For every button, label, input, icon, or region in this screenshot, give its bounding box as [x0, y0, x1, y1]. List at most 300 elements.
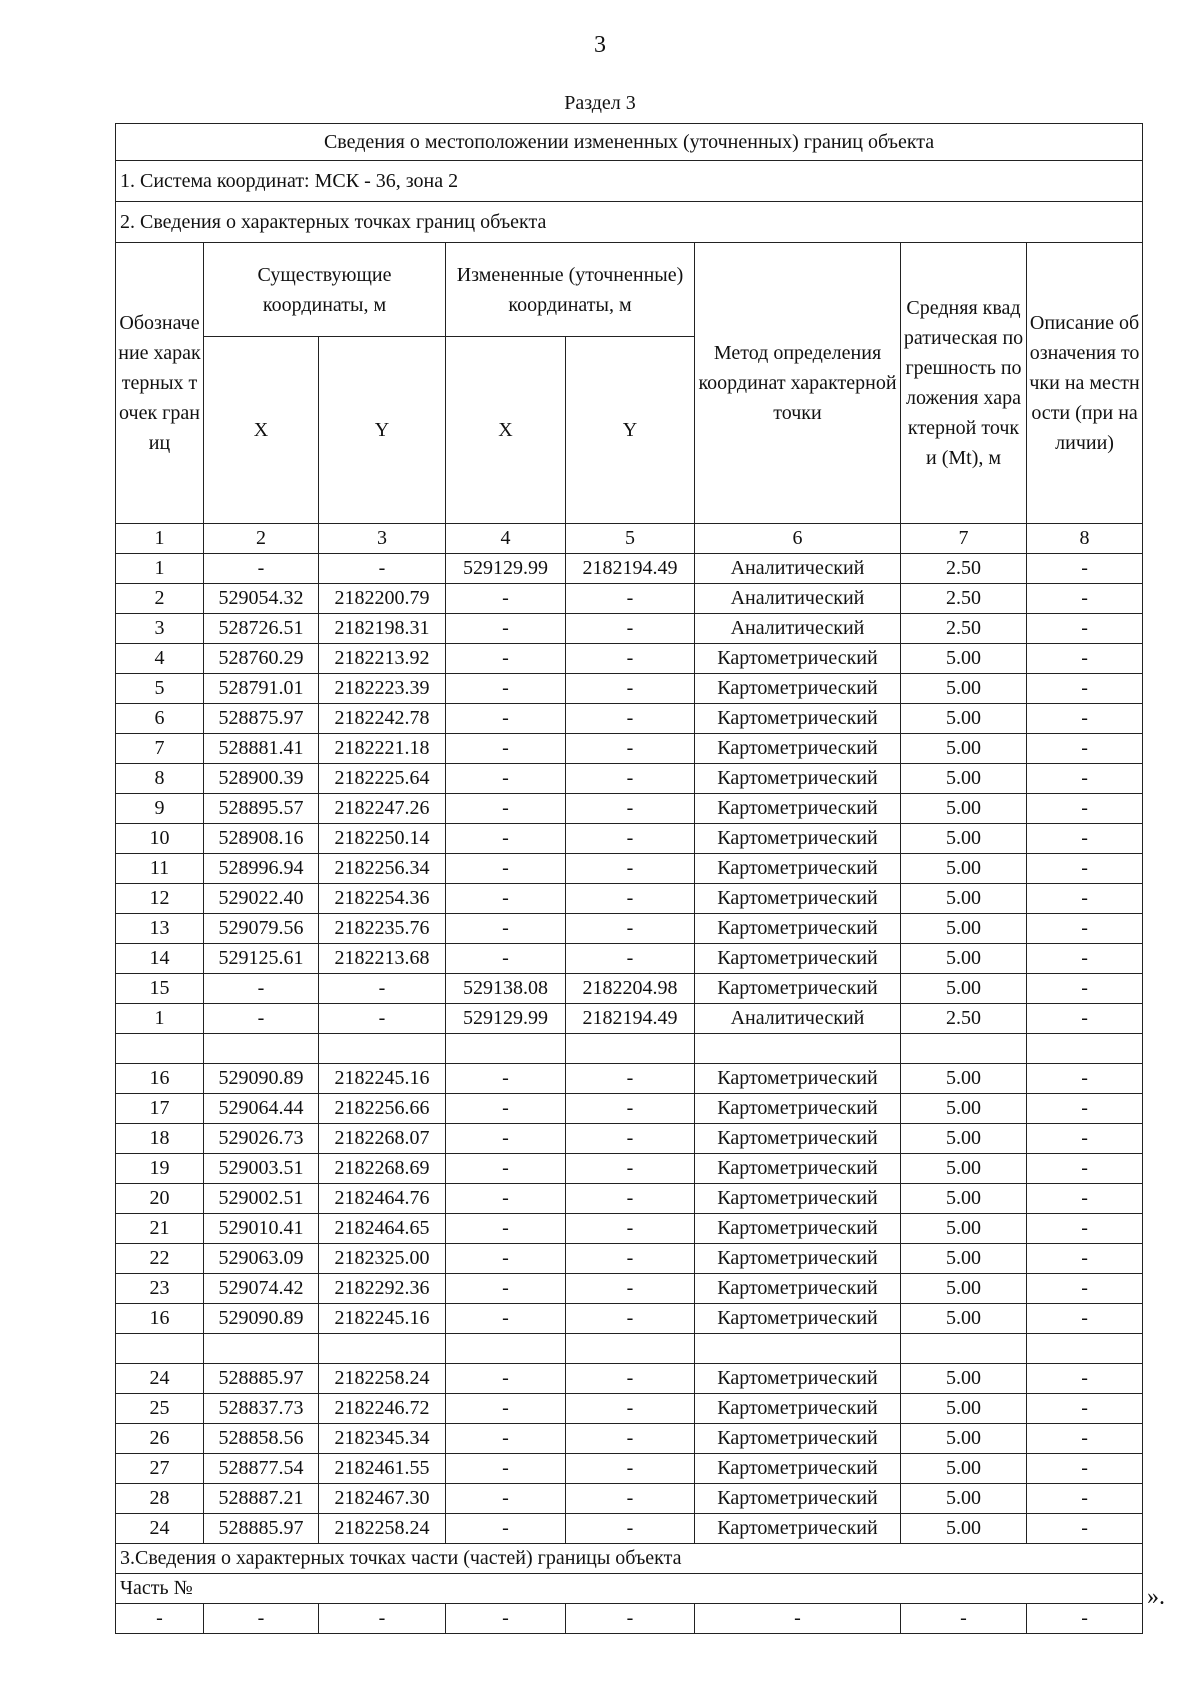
cell-point-number: 7 [116, 734, 204, 764]
table-row [116, 1064, 1143, 1094]
cell-existing-x: 529090.89 [204, 1064, 319, 1094]
cell-point-number: 26 [116, 1424, 204, 1454]
cell-description: - [1027, 1274, 1143, 1304]
table-row [116, 1034, 1143, 1064]
cell-description: - [1027, 1064, 1143, 1094]
cell-changed-y: - [566, 914, 695, 944]
cell-existing-y: 2182254.36 [319, 884, 446, 914]
cell-changed-x: - [446, 644, 566, 674]
cell-description: - [1027, 794, 1143, 824]
column-number: 3 [319, 524, 446, 554]
cell-existing-y: 2182256.34 [319, 854, 446, 884]
cell-changed-x [446, 1034, 566, 1064]
cell-mt: 5.00 [901, 1274, 1027, 1304]
cell-point-number: 20 [116, 1184, 204, 1214]
cell-mt: 5.00 [901, 884, 1027, 914]
cell-existing-y: - [319, 1004, 446, 1034]
cell-changed-y: - [566, 1514, 695, 1544]
cell-point-number: 2 [116, 584, 204, 614]
cell-existing-x: 528908.16 [204, 824, 319, 854]
cell-existing-x: 529054.32 [204, 584, 319, 614]
cell-method [695, 1034, 901, 1064]
cell-description [1027, 1034, 1143, 1064]
cell-description: - [1027, 1364, 1143, 1394]
cell-changed-y: - [566, 1094, 695, 1124]
cell-existing-y: 2182467.30 [319, 1484, 446, 1514]
table-title: Сведения о местоположении измененных (уточненных) границ объекта [116, 124, 1143, 161]
cell-description: - [1027, 554, 1143, 584]
cell-method: Аналитический [695, 614, 901, 644]
cell-method: Картометрический [695, 1214, 901, 1244]
cell-description: - [1027, 1514, 1143, 1544]
cell-point-number: 4 [116, 644, 204, 674]
cell-existing-y: 2182246.72 [319, 1394, 446, 1424]
cell-changed-y: - [566, 1154, 695, 1184]
header-method: Метод определения координат характерной точки [695, 243, 901, 524]
cell-point-number [116, 1334, 204, 1364]
cell-existing-x: 529090.89 [204, 1304, 319, 1334]
cell-changed-y: - [566, 614, 695, 644]
cell-point-number: 5 [116, 674, 204, 704]
cell-description: - [1027, 824, 1143, 854]
cell-existing-x: 528858.56 [204, 1424, 319, 1454]
cell-existing-y: 2182268.07 [319, 1124, 446, 1154]
table-row [116, 584, 1143, 614]
cell-method: Картометрический [695, 1184, 901, 1214]
cell-changed-x: - [446, 584, 566, 614]
cell-existing-y: 2182247.26 [319, 794, 446, 824]
cell-point-number: 9 [116, 794, 204, 824]
cell-description: - [1027, 1154, 1143, 1184]
cell-existing-y: 2182258.24 [319, 1364, 446, 1394]
cell-existing-x: 528900.39 [204, 764, 319, 794]
cell-existing-x: 529063.09 [204, 1244, 319, 1274]
cell-method: Картометрический [695, 1274, 901, 1304]
cell-description: - [1027, 1484, 1143, 1514]
cell-existing-x: 528885.97 [204, 1514, 319, 1544]
cell-existing-y [319, 1334, 446, 1364]
cell-mt: 5.00 [901, 1394, 1027, 1424]
cell-description: - [1027, 914, 1143, 944]
cell-changed-y: - [566, 644, 695, 674]
header-mt: Средняя квадратическая погрешность положения характерной точки (Mt), м [901, 243, 1027, 524]
cell-mt: 5.00 [901, 1514, 1027, 1544]
cell-changed-x: 529129.99 [446, 554, 566, 584]
cell-point-number: 16 [116, 1304, 204, 1334]
header-existing-x: X [204, 337, 319, 524]
cell-existing-x: 528760.29 [204, 644, 319, 674]
cell-changed-x: - [446, 824, 566, 854]
cell-existing-x: 528996.94 [204, 854, 319, 884]
cell-changed-y: - [566, 1454, 695, 1484]
table-row [116, 1094, 1143, 1124]
cell-point-number: 15 [116, 974, 204, 1004]
cell-changed-y: - [566, 1214, 695, 1244]
cell-mt: 2.50 [901, 1004, 1027, 1034]
table-row [116, 1304, 1143, 1334]
cell-mt: 5.00 [901, 1304, 1027, 1334]
cell-point-number: 17 [116, 1094, 204, 1124]
cell-method: Картометрический [695, 1424, 901, 1454]
cell-point-number: 18 [116, 1124, 204, 1154]
cell-method: Картометрический [695, 1454, 901, 1484]
cell-description: - [1027, 584, 1143, 614]
cell-mt: 5.00 [901, 1244, 1027, 1274]
section-title: Раздел 3 [564, 92, 636, 114]
cell-changed-y: 2182204.98 [566, 974, 695, 1004]
cell-point-number [116, 1034, 204, 1064]
cell-changed-y: - [566, 1304, 695, 1334]
cell-existing-y: 2182268.69 [319, 1154, 446, 1184]
cell-changed-y: - [566, 734, 695, 764]
parts-cell: - [204, 1604, 319, 1634]
cell-mt [901, 1034, 1027, 1064]
cell-description: - [1027, 944, 1143, 974]
cell-existing-y: 2182461.55 [319, 1454, 446, 1484]
cell-description: - [1027, 764, 1143, 794]
cell-changed-x: - [446, 674, 566, 704]
cell-existing-y: 2182345.34 [319, 1424, 446, 1454]
table-row [116, 1214, 1143, 1244]
cell-changed-x: 529138.08 [446, 974, 566, 1004]
cell-changed-y: - [566, 584, 695, 614]
cell-method: Картометрический [695, 1094, 901, 1124]
cell-point-number: 11 [116, 854, 204, 884]
cell-method: Картометрический [695, 1364, 901, 1394]
cell-mt: 5.00 [901, 824, 1027, 854]
header-existing-y: Y [319, 337, 446, 524]
cell-method: Картометрический [695, 824, 901, 854]
cell-mt: 5.00 [901, 644, 1027, 674]
column-number: 8 [1027, 524, 1143, 554]
parts-cell: - [901, 1604, 1027, 1634]
table-row [116, 1484, 1143, 1514]
cell-mt: 5.00 [901, 1094, 1027, 1124]
cell-point-number: 19 [116, 1154, 204, 1184]
cell-existing-x: 528837.73 [204, 1394, 319, 1424]
cell-existing-y: 2182292.36 [319, 1274, 446, 1304]
cell-changed-x [446, 1334, 566, 1364]
cell-method: Картометрический [695, 704, 901, 734]
cell-mt: 5.00 [901, 1484, 1027, 1514]
cell-changed-x: - [446, 1394, 566, 1424]
cell-mt: 2.50 [901, 584, 1027, 614]
table-row [116, 674, 1143, 704]
parts-cell: - [446, 1604, 566, 1634]
cell-description: - [1027, 1424, 1143, 1454]
cell-changed-x: - [446, 854, 566, 884]
cell-existing-y: 2182256.66 [319, 1094, 446, 1124]
cell-changed-x: - [446, 1424, 566, 1454]
cell-point-number: 22 [116, 1244, 204, 1274]
parts-cell: - [566, 1604, 695, 1634]
cell-changed-x: - [446, 734, 566, 764]
column-number: 2 [204, 524, 319, 554]
cell-existing-x: - [204, 1004, 319, 1034]
header-designation: Обозначение характерных точек границ [116, 243, 204, 524]
cell-mt: 5.00 [901, 794, 1027, 824]
table-row [116, 644, 1143, 674]
cell-changed-x: - [446, 1514, 566, 1544]
cell-changed-y: - [566, 884, 695, 914]
cell-changed-x: - [446, 764, 566, 794]
cell-existing-y: 2182221.18 [319, 734, 446, 764]
cell-method [695, 1334, 901, 1364]
cell-method: Картометрический [695, 644, 901, 674]
cell-description: - [1027, 1214, 1143, 1244]
cell-changed-x: - [446, 704, 566, 734]
table-row [116, 1184, 1143, 1214]
points-heading: 2. Сведения о характерных точках границ объекта [116, 202, 1143, 243]
table-row [116, 614, 1143, 644]
parts-cell: - [1027, 1604, 1143, 1634]
parts-row [116, 1604, 1143, 1634]
cell-mt: 5.00 [901, 1184, 1027, 1214]
cell-existing-y: 2182213.68 [319, 944, 446, 974]
cell-mt: 5.00 [901, 1154, 1027, 1184]
cell-method: Картометрический [695, 764, 901, 794]
cell-existing-y: 2182325.00 [319, 1244, 446, 1274]
cell-existing-y: 2182223.39 [319, 674, 446, 704]
cell-mt: 5.00 [901, 734, 1027, 764]
cell-point-number: 3 [116, 614, 204, 644]
cell-description: - [1027, 1184, 1143, 1214]
cell-mt: 5.00 [901, 1214, 1027, 1244]
parts-cell: - [319, 1604, 446, 1634]
cell-method: Картометрический [695, 1394, 901, 1424]
cell-existing-x [204, 1034, 319, 1064]
cell-existing-x: - [204, 974, 319, 1004]
cell-existing-x: 528726.51 [204, 614, 319, 644]
cell-existing-x: 529002.51 [204, 1184, 319, 1214]
cell-changed-y: - [566, 794, 695, 824]
column-number: 6 [695, 524, 901, 554]
column-number: 7 [901, 524, 1027, 554]
header-existing-coords: Существующие координаты, м [204, 243, 446, 337]
cell-existing-x: 528875.97 [204, 704, 319, 734]
cell-description: - [1027, 1244, 1143, 1274]
cell-changed-y: - [566, 1274, 695, 1304]
cell-method: Картометрический [695, 1514, 901, 1544]
cell-point-number: 28 [116, 1484, 204, 1514]
cell-changed-y: - [566, 1184, 695, 1214]
cell-mt: 5.00 [901, 674, 1027, 704]
cell-method: Картометрический [695, 884, 901, 914]
parts-cell: - [695, 1604, 901, 1634]
cell-changed-x: - [446, 794, 566, 824]
cell-changed-x: - [446, 614, 566, 644]
cell-changed-x: - [446, 914, 566, 944]
cell-changed-y: - [566, 1394, 695, 1424]
cell-description: - [1027, 674, 1143, 704]
cell-mt: 5.00 [901, 974, 1027, 1004]
cell-point-number: 14 [116, 944, 204, 974]
table-row [116, 794, 1143, 824]
part-number: Часть № [116, 1574, 1143, 1604]
cell-changed-x: - [446, 1214, 566, 1244]
cell-changed-y [566, 1034, 695, 1064]
cell-description [1027, 1334, 1143, 1364]
cell-description: - [1027, 974, 1143, 1004]
cell-method: Аналитический [695, 554, 901, 584]
cell-existing-x: 529125.61 [204, 944, 319, 974]
cell-method: Картометрический [695, 734, 901, 764]
column-numbers-row [116, 524, 1143, 554]
cell-changed-y: - [566, 1364, 695, 1394]
cell-point-number: 8 [116, 764, 204, 794]
cell-existing-x: 528791.01 [204, 674, 319, 704]
cell-method: Картометрический [695, 674, 901, 704]
cell-mt [901, 1334, 1027, 1364]
cell-changed-x: - [446, 1484, 566, 1514]
cell-mt: 5.00 [901, 764, 1027, 794]
table-row [116, 704, 1143, 734]
cell-existing-y: 2182245.16 [319, 1064, 446, 1094]
cell-existing-y: 2182464.65 [319, 1214, 446, 1244]
cell-changed-y [566, 1334, 695, 1364]
column-number: 1 [116, 524, 204, 554]
cell-existing-x: 529003.51 [204, 1154, 319, 1184]
cell-existing-x: 528887.21 [204, 1484, 319, 1514]
table-row [116, 914, 1143, 944]
cell-description: - [1027, 1454, 1143, 1484]
cell-point-number: 21 [116, 1214, 204, 1244]
cell-mt: 5.00 [901, 1454, 1027, 1484]
table-row [116, 1514, 1143, 1544]
cell-point-number: 25 [116, 1394, 204, 1424]
cell-point-number: 27 [116, 1454, 204, 1484]
cell-existing-y: 2182235.76 [319, 914, 446, 944]
cell-existing-x: 528895.57 [204, 794, 319, 824]
table-row [116, 1334, 1143, 1364]
cell-changed-y: - [566, 1424, 695, 1454]
cell-existing-x: 529010.41 [204, 1214, 319, 1244]
cell-method: Аналитический [695, 584, 901, 614]
cell-changed-y: - [566, 704, 695, 734]
table-row [116, 1274, 1143, 1304]
cell-description: - [1027, 1094, 1143, 1124]
cell-existing-y: 2182242.78 [319, 704, 446, 734]
cell-changed-y: - [566, 944, 695, 974]
cell-mt: 5.00 [901, 854, 1027, 884]
cell-changed-y: 2182194.49 [566, 1004, 695, 1034]
cell-changed-x: - [446, 884, 566, 914]
cell-existing-x: 529064.44 [204, 1094, 319, 1124]
cell-description: - [1027, 1124, 1143, 1154]
table-row [116, 1244, 1143, 1274]
cell-existing-x: - [204, 554, 319, 584]
cell-description: - [1027, 1394, 1143, 1424]
cell-changed-x: - [446, 1064, 566, 1094]
cell-existing-y: 2182258.24 [319, 1514, 446, 1544]
cell-changed-x: - [446, 1274, 566, 1304]
cell-method: Картометрический [695, 794, 901, 824]
cell-existing-y: - [319, 974, 446, 1004]
cell-changed-x: - [446, 1154, 566, 1184]
cell-description: - [1027, 734, 1143, 764]
cell-point-number: 24 [116, 1514, 204, 1544]
page-number: 3 [594, 32, 606, 58]
cell-mt: 2.50 [901, 554, 1027, 584]
cell-description: - [1027, 644, 1143, 674]
cell-existing-y: 2182225.64 [319, 764, 446, 794]
table-row [116, 764, 1143, 794]
cell-method: Картометрический [695, 854, 901, 884]
cell-changed-y: - [566, 764, 695, 794]
cell-changed-y: - [566, 1484, 695, 1514]
cell-mt: 5.00 [901, 704, 1027, 734]
cell-method: Картометрический [695, 974, 901, 1004]
coordinate-system: 1. Система координат: МСК - 36, зона 2 [116, 161, 1143, 202]
table-row [116, 974, 1143, 1004]
cell-mt: 2.50 [901, 614, 1027, 644]
cell-existing-y: - [319, 554, 446, 584]
cell-existing-y: 2182464.76 [319, 1184, 446, 1214]
cell-method: Картометрический [695, 914, 901, 944]
cell-changed-y: - [566, 674, 695, 704]
cell-changed-x: - [446, 1184, 566, 1214]
cell-existing-y: 2182198.31 [319, 614, 446, 644]
cell-method: Картометрический [695, 1124, 901, 1154]
cell-changed-x: 529129.99 [446, 1004, 566, 1034]
cell-existing-y: 2182213.92 [319, 644, 446, 674]
cell-mt: 5.00 [901, 1124, 1027, 1154]
cell-mt: 5.00 [901, 1064, 1027, 1094]
table-row [116, 824, 1143, 854]
cell-point-number: 13 [116, 914, 204, 944]
cell-changed-x: - [446, 1304, 566, 1334]
cell-point-number: 1 [116, 1004, 204, 1034]
table-row [116, 1004, 1143, 1034]
closing-quote-mark: ». [1147, 1584, 1165, 1610]
table-row [116, 944, 1143, 974]
cell-point-number: 6 [116, 704, 204, 734]
cell-method: Картометрический [695, 1484, 901, 1514]
cell-description: - [1027, 884, 1143, 914]
table-row [116, 1364, 1143, 1394]
cell-method: Аналитический [695, 1004, 901, 1034]
cell-existing-x: 529074.42 [204, 1274, 319, 1304]
cell-point-number: 24 [116, 1364, 204, 1394]
cell-mt: 5.00 [901, 1424, 1027, 1454]
cell-changed-y: - [566, 824, 695, 854]
table-row [116, 854, 1143, 884]
cell-existing-x: 528877.54 [204, 1454, 319, 1484]
cell-mt: 5.00 [901, 914, 1027, 944]
cell-changed-x: - [446, 1124, 566, 1154]
cell-changed-x: - [446, 1244, 566, 1274]
cell-existing-x: 529079.56 [204, 914, 319, 944]
header-changed-x: X [446, 337, 566, 524]
column-number: 5 [566, 524, 695, 554]
cell-point-number: 10 [116, 824, 204, 854]
table-row [116, 884, 1143, 914]
cell-point-number: 1 [116, 554, 204, 584]
cell-description: - [1027, 704, 1143, 734]
cell-description: - [1027, 854, 1143, 884]
cell-mt: 5.00 [901, 1364, 1027, 1394]
cell-point-number: 12 [116, 884, 204, 914]
cell-existing-x [204, 1334, 319, 1364]
cell-method: Картометрический [695, 1154, 901, 1184]
cell-method: Картометрический [695, 944, 901, 974]
cell-method: Картометрический [695, 1244, 901, 1274]
table-row [116, 1124, 1143, 1154]
cell-description: - [1027, 1004, 1143, 1034]
cell-description: - [1027, 1304, 1143, 1334]
cell-changed-y: - [566, 1124, 695, 1154]
cell-changed-y: - [566, 1064, 695, 1094]
